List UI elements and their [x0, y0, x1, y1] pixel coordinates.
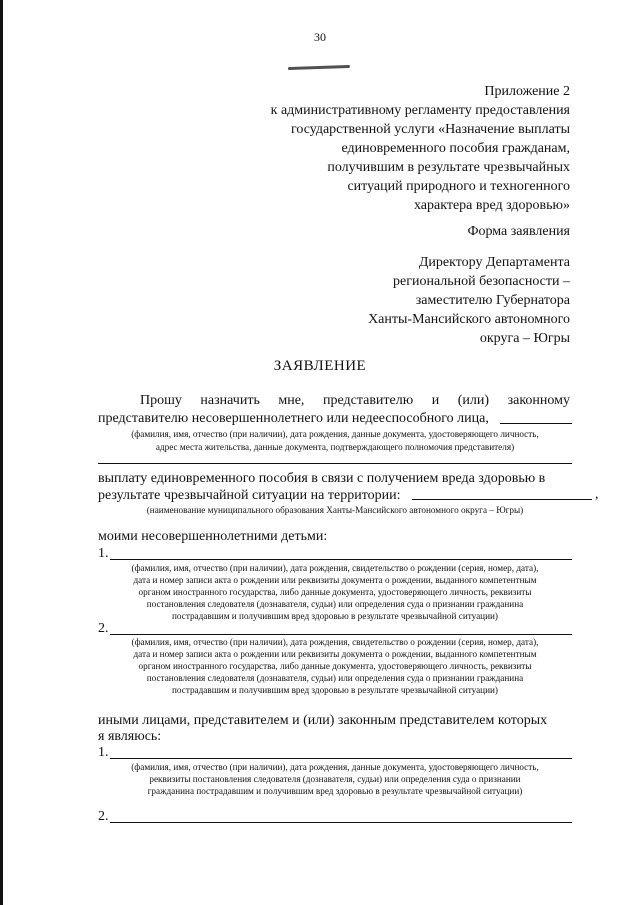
payment-comma: , — [595, 487, 599, 502]
payment-line-1: выплату единовременного пособия в связи с получением вреда здоровью в — [98, 471, 546, 486]
caption-other-1 — [92, 761, 578, 797]
addressee-line: Ханты-Мансийского автономного — [368, 312, 570, 327]
scan-edge — [0, 0, 3, 905]
children-heading: моими несовершеннолетними детьми: — [98, 529, 328, 544]
caption-line: гражданина пострадавшим и получившим вред здоровью в результате чрезвычайной ситуации) — [147, 786, 523, 796]
other-2-fill-line[interactable] — [110, 822, 572, 823]
request-line-2: представителю несовершеннолетнего или недееспособного лица, — [98, 411, 489, 426]
caption-line: дата и номер записи акта о рождении или реквизиты документа о рождении, выданного компетентным — [133, 649, 537, 659]
appendix-line: ситуаций природного и техногенного — [347, 179, 570, 194]
caption-line: реквизиты постановления следователя (дознавателя, судьи) или определения суда о признании — [149, 774, 521, 784]
caption-line: органом иностранного государства, либо данные документа, удостоверяющего личность, реквизиты — [138, 661, 532, 671]
caption-line: дата и номер записи акта о рождении или реквизиты документа о рождении, выданного компетентным — [133, 575, 537, 585]
scan-artifact — [288, 65, 350, 70]
appendix-line: единовременного пособия гражданам, — [341, 141, 570, 156]
other-item-number: 1. — [98, 745, 109, 760]
child-2-fill-line[interactable] — [110, 634, 572, 635]
caption-line: (фамилия, имя, отчество (при наличии), дата рождения, свидетельство о рождении (серия, номер, дата), — [131, 563, 539, 573]
child-item-number: 1. — [98, 546, 109, 561]
applicant-fill-line[interactable] — [500, 423, 572, 424]
appendix-header — [271, 82, 570, 215]
applicant-continuation-line[interactable] — [98, 463, 572, 464]
other-item-number: 2. — [98, 809, 109, 824]
request-line-1: Прошу назначить мне, представителю и (или) законному — [140, 393, 570, 408]
appendix-line: характера вред здоровью» — [413, 198, 570, 213]
caption-line: (фамилия, имя, отчество (при наличии), дата рождения, данные документа, удостоверяющего личность, — [131, 762, 539, 772]
others-line-2: я являюсь: — [98, 729, 162, 744]
payment-line-2: результате чрезвычайной ситуации на территории: — [98, 488, 401, 503]
caption-line: пострадавшим и получившим вред здоровью в результате чрезвычайной ситуации) — [172, 685, 498, 695]
appendix-line: Приложение 2 — [484, 84, 570, 99]
appendix-line: к административному регламенту предоставления — [270, 103, 570, 118]
caption-line: постановления следователя (дознавателя, судьи) или определения суда о признании гражданина — [146, 673, 524, 683]
addressee-block — [368, 253, 570, 348]
territory-fill-line[interactable] — [412, 499, 592, 500]
others-line-1: иными лицами, представителем и (или) законным представителем которых — [98, 713, 548, 728]
child-item-number: 2. — [98, 621, 109, 636]
addressee-line: региональной безопасности – — [393, 274, 570, 289]
caption-line: органом иностранного государства, либо данные документа, удостоверяющего личность, реквизиты — [138, 587, 532, 597]
other-1-fill-line[interactable] — [110, 758, 572, 759]
addressee-line: Директору Департамента — [418, 255, 570, 270]
appendix-line: получившим в результате чрезвычайных — [327, 160, 570, 175]
page-number: 30 — [314, 30, 326, 44]
caption-territory: (наименование муниципального образования Ханты-Мансийского автономного округа – Югры) — [146, 505, 524, 515]
addressee-line: округа – Югры — [479, 331, 570, 346]
appendix-line: государственной услуги «Назначение выплаты — [290, 122, 570, 137]
caption-line: (фамилия, имя, отчество (при наличии), дата рождения, свидетельство о рождении (серия, номер, дата), — [131, 637, 539, 647]
caption-line: постановления следователя (дознавателя, судьи) или определения суда о признании гражданина — [146, 599, 524, 609]
caption-child-1 — [92, 562, 578, 622]
form-label: Форма заявления — [467, 224, 570, 239]
child-1-fill-line[interactable] — [110, 559, 572, 560]
caption-child-2 — [92, 636, 578, 696]
caption-applicant-1: (фамилия, имя, отчество (при наличии), дата рождения, данные документа, удостоверяющего личность, — [131, 429, 539, 439]
caption-line: пострадавшим и получившим вред здоровью в результате чрезвычайной ситуации) — [172, 611, 498, 621]
addressee-line: заместителю Губернатора — [415, 293, 570, 308]
caption-applicant-2: адрес места жительства, данные документа, подтверждающего полномочия представителя) — [155, 442, 515, 452]
document-title: ЗАЯВЛЕНИЕ — [273, 358, 367, 374]
